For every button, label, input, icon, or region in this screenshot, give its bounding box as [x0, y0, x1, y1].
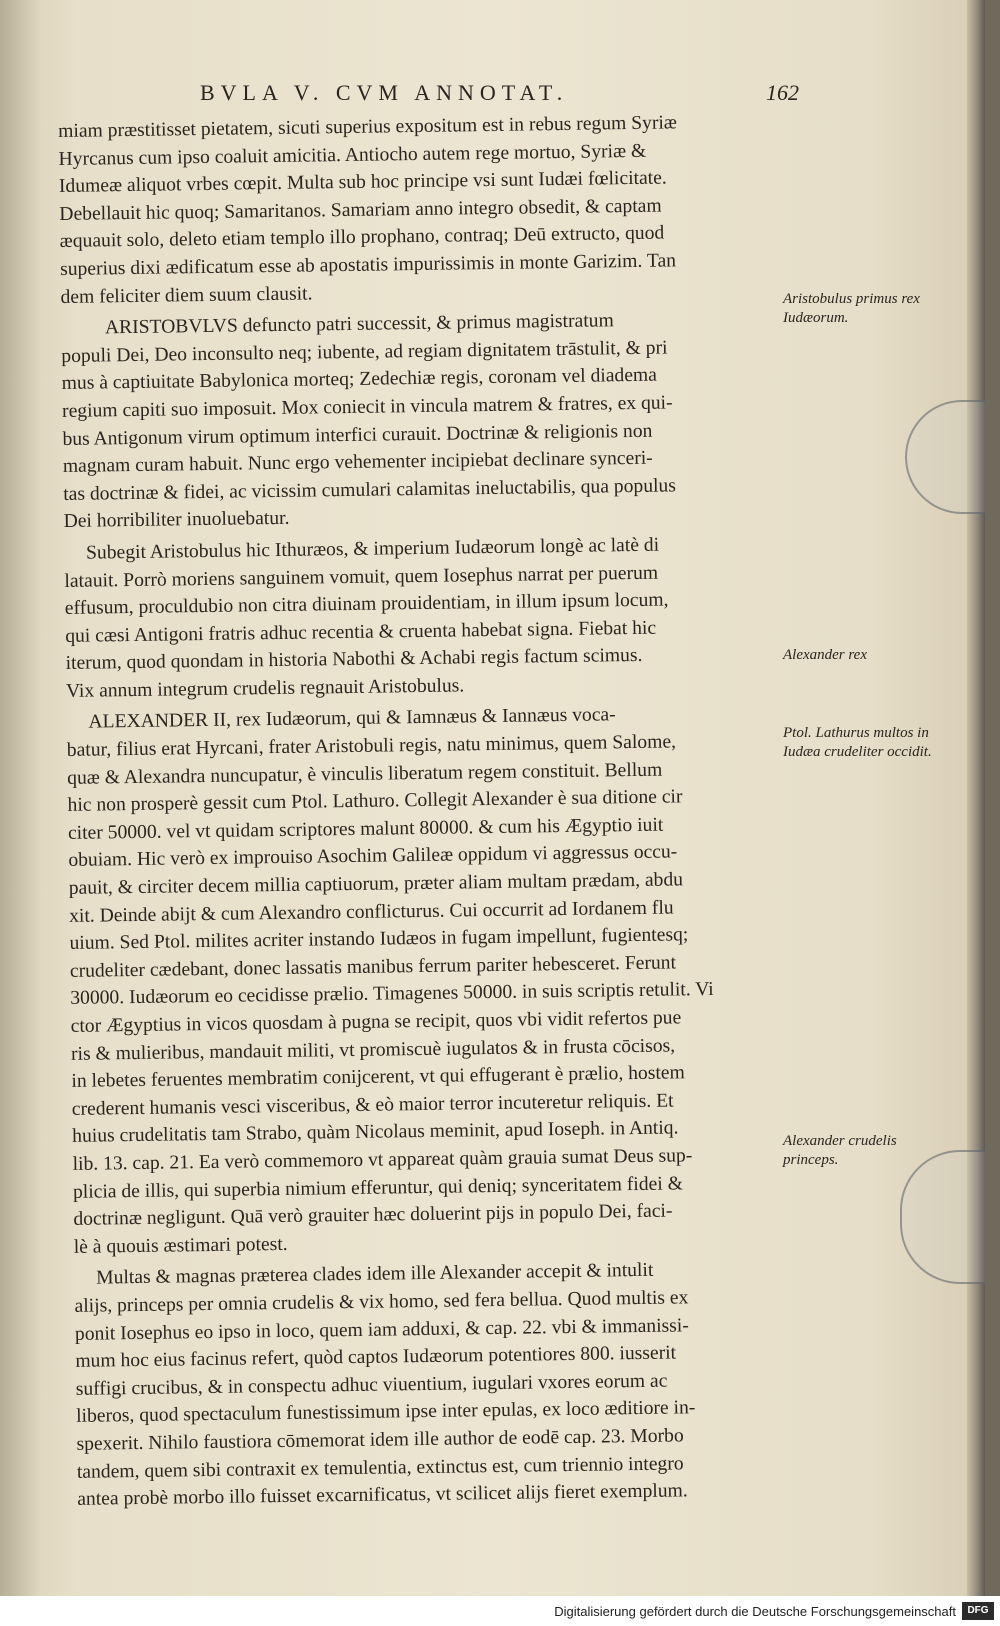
running-title: BVLA V. CVM ANNOTAT. — [200, 80, 569, 105]
page-number: 162 — [766, 80, 799, 105]
text-line: lib. 13. cap. 21. Ea verò commemoro vt appareat quàm grauia sumat Deus sup- — [72, 1145, 693, 1175]
text-line: qui cæsi Antigoni fratris adhuc recentia & cruenta habebat signa. Fiebat hic — [65, 617, 657, 647]
text-line: miam præstitisset pietatem, sicuti superius expositum est in rebus regum Syriæ — [58, 112, 678, 142]
text-line: bus Antigonum virum optimum interfici curauit. Doctrinæ & religionis non — [62, 420, 653, 450]
text-line: Idumeæ aliquot vrbes cœpit. Multa sub hoc principe vsi sunt Iudæi fœlicitate. — [58, 167, 667, 198]
paper-clip — [905, 400, 985, 514]
text-line: dem feliciter diem suum clausit. — [60, 283, 313, 308]
text-line: ALEXANDER II, rex Iudæorum, qui & Iamnæus & Iannæus voca- — [88, 704, 616, 734]
text-line: uium. Sed Ptol. milites acriter instando Iudæos in fugam impellunt, fugientesq; — [69, 924, 689, 955]
text-line: 30000. Iudæorum eo cecidisse prælio. Timagenes 50000. in suis scriptis retulit. Vi — [70, 979, 714, 1010]
text-line: crederent humanis vesci visceribus, & eò maior terror incuteretur reliquis. Et — [71, 1090, 674, 1120]
text-line: Subegit Aristobulus hic Ithuræos, & imperium Iudæorum longè ac latè di — [85, 534, 660, 564]
main-text — [58, 108, 799, 1518]
text-line: lè à quouis æstimari potest. — [73, 1233, 288, 1258]
text-line: Multas & magnas præterea clades idem ille Alexander accepit & intulit — [96, 1260, 654, 1289]
page-edge — [967, 0, 985, 1596]
text-line: Dei horribiliter inuoluebatur. — [63, 508, 290, 533]
text-line: Hyrcanus cum ipso coaluit amicitia. Antiocho autem rege mortuo, Syriæ & — [58, 140, 647, 170]
text-line: suffigi crucibus, & in conspectu adhuc viuentium, iugulari vxores eorum ac — [75, 1370, 668, 1400]
marginal-note: Alexander rex — [783, 647, 867, 663]
marginal-note: Aristobulus primus rex Iudæorum. — [783, 291, 920, 326]
text-line: mum hoc eius facinus refert, quòd captos Iudæorum potentiores 800. iusserit — [75, 1342, 677, 1373]
text-line: magnam curam habuit. Nunc ergo vehementer incipiebat declinare synceri- — [62, 447, 653, 478]
marginal-note: Alexander crudelis princeps. — [783, 1133, 897, 1168]
text-line: Vix annum integrum crudelis regnauit Aristobulus. — [65, 675, 465, 702]
marginal-note: Ptol. Lathurus multos in Iudæa crudeliter occidit. — [783, 725, 932, 760]
text-line: tas doctrinæ & fidei, ac vicissim cumulari calamitas ineluctabilis, qua populus — [63, 475, 677, 505]
text-line: plicia de illis, qui superbia nimium efferuntur, qui deniq; synceritatem fidei & — [72, 1172, 684, 1203]
text-line: ponit Iosephus eo ipso in loco, quem iam adduxi, & cap. 22. vbi & immanissi- — [74, 1314, 689, 1345]
text-line: superius dixi ædificatum esse ab apostatis impurissimis in monte Garizim. Tan — [59, 250, 677, 280]
text-line: Debellauit hic quoq; Samaritanos. Samariam anno integro obsedit, & captam — [59, 195, 662, 225]
paragraph — [64, 530, 788, 706]
text-line: in lebetes feruentes membratim conijcerent, vt qui effugerant è prælio, hostem — [71, 1062, 685, 1093]
funding-credit: Digitalisierung gefördert durch die Deutsche Forschungsgemeinschaft — [554, 1604, 956, 1619]
text-line: tandem, quem sibi contraxit ex temulentia, extinctus est, cum triennio integro — [76, 1452, 684, 1483]
text-line: æquauit solo, deleto etiam templo illo prophano, contraq; Deū extructo, quod — [59, 222, 665, 253]
text-line: batur, filius erat Hyrcani, frater Aristobuli regis, natu minimus, quem Salome, — [66, 731, 677, 761]
text-line: regium capiti suo imposuit. Mox coniecit in vincula matrem & fratres, ex qui- — [61, 392, 673, 422]
text-line: antea probè morbo illo fuisset excarnificatus, vt scilicet alijs fieret exemplum. — [77, 1480, 688, 1510]
paragraph — [61, 305, 786, 536]
footer-bar — [0, 1596, 1000, 1626]
text-line: ctor Ægyptius in vicos quosdam à pugna se recipit, quos vbi vidit refertos pue — [70, 1007, 682, 1037]
text-line: crudeliter cædebant, donec lassatis manibus ferrum pariter hebesceret. Ferunt — [69, 952, 677, 982]
text-line: latauit. Porrò moriens sanguinem vomuit, quem Iosephus narrat per puerum — [64, 562, 659, 592]
paper-clip — [900, 1150, 985, 1284]
gutter-shadow — [0, 0, 40, 1596]
text-line: alijs, princeps per omnia crudelis & vix homo, sed fera bellua. Quod multis ex — [74, 1287, 689, 1317]
paragraph — [74, 1255, 799, 1513]
text-line: iterum, quod quondam in historia Nabothi & Achabi regis factum scimus. — [65, 645, 643, 675]
text-line: liberos, quod spectaculum funestissimum ipse inter epulas, ex loco æditiore in- — [75, 1397, 696, 1428]
text-line: pauit, & circiter decem millia captiuorum, præter aliam multam prædam, abdu — [68, 869, 684, 899]
text-line: obuiam. Hic verò ex improuiso Asochim Galileæ oppidum vi aggressus occu- — [68, 841, 678, 872]
paragraph — [66, 699, 796, 1261]
text-line: mus à captiuitate Babylonica morteq; Zedechiæ regis, coronam vel diadema — [61, 365, 658, 395]
text-line: doctrinæ negligunt. Quā verò grauiter hæc doluerint pijs in populo Dei, faci- — [73, 1200, 673, 1231]
text-line: spexerit. Nihilo faustiora cōmemorat idem ille author de eodē cap. 23. Morbo — [76, 1425, 684, 1455]
dfg-logo: DFG — [962, 1602, 994, 1620]
text-line: ARISTOBVLVS defuncto patri successit, & primus magistratum — [104, 310, 614, 339]
text-line: ris & mulieribus, mandauit militi, vt promiscuè iugulatos & in frusta cōcisos, — [70, 1035, 676, 1065]
text-line: effusum, proculdubio non citra diuinam prouidentiam, in illum ipsum locum, — [64, 589, 669, 620]
text-line: quæ & Alexandra nuncupatur, è vinculis liberatum regem constituit. Bellum — [67, 759, 663, 789]
text-line: hic non prosperè gessit cum Ptol. Lathuro. Collegit Alexander è sua ditione cir — [67, 786, 683, 817]
text-line: citer 50000. vel vt quidam scriptores malunt 80000. & cum his Ægyptio iuit — [67, 814, 664, 844]
text-line: huius crudelitatis tam Strabo, quàm Nicolaus meminit, apud Ioseph. in Antiq. — [72, 1117, 679, 1148]
text-line: populi Dei, Deo inconsulto neq; iubente, ad regiam dignitatem trāstulit, & pri — [61, 337, 668, 367]
paragraph — [58, 108, 783, 311]
text-line: xit. Deinde abijt & cum Alexandro conflicturus. Cui occurrit ad Iordanem flu — [68, 897, 674, 927]
